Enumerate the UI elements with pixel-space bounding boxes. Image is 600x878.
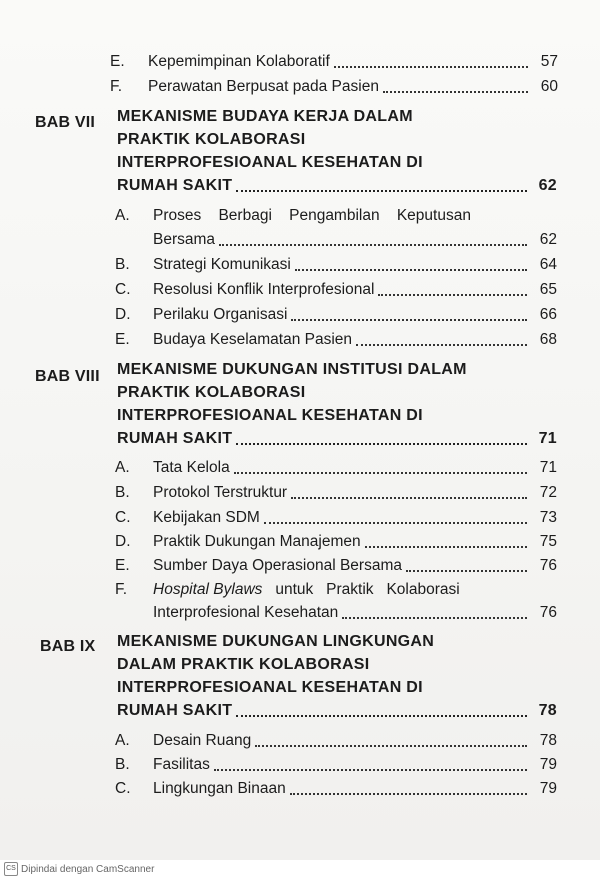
toc-entry-text: Praktik Dukungan Manajemen — [153, 533, 361, 550]
toc-entry: E. Sumber Daya Operasional Bersama 76 — [115, 557, 557, 574]
toc-entry: B. Fasilitas 79 — [115, 756, 557, 773]
page-number: 75 — [539, 533, 557, 550]
toc-entry-continuation — [153, 603, 557, 623]
toc-entry-text: Budaya Keselamatan Pasien — [153, 331, 353, 348]
dot-leader — [255, 745, 527, 747]
camscanner-icon: CS — [4, 862, 18, 876]
page-number: 60 — [540, 78, 558, 95]
toc-entry-text: Tata Kelola — [153, 459, 230, 476]
chapter-label: BAB VIII — [35, 368, 100, 385]
toc-entry-continuation — [153, 230, 557, 250]
toc-entry: A. Tata Kelola 71 — [115, 459, 557, 476]
dot-leader — [291, 319, 527, 321]
toc-entry: E. Budaya Keselamatan Pasien 68 — [115, 331, 557, 348]
toc-entry-text: Desain Ruang — [153, 732, 252, 749]
toc-entry-text: Sumber Daya Operasional Bersama — [153, 557, 402, 574]
toc-entry-text: Lingkungan Binaan — [153, 780, 286, 797]
toc-entry-text: Perilaku Organisasi — [153, 306, 288, 323]
toc-entry-text: Strategi Komunikasi — [153, 256, 291, 273]
dot-leader — [342, 617, 527, 619]
toc-entry-text-italic: Hospital Bylaws — [153, 581, 263, 598]
page-number: 73 — [539, 509, 557, 526]
page-number: 57 — [540, 53, 558, 70]
dot-leader — [236, 190, 527, 192]
dot-leader — [264, 522, 527, 524]
chapter-label: BAB IX — [40, 638, 96, 655]
page-number: 76 — [539, 604, 557, 621]
page-number: 64 — [539, 256, 557, 273]
page-number: 78 — [539, 732, 557, 749]
toc-entry-text: Protokol Terstruktur — [153, 484, 288, 501]
page-number: 62 — [538, 177, 557, 194]
dot-leader — [356, 344, 527, 346]
chapter-title: MEKANISME DUKUNGAN INSTITUSI DALAM PRAKTIK KOLABORASI INTERPROFESIOANAL KESEHATAN DI RUMAH SAKIT 71 — [117, 358, 557, 450]
dot-leader — [219, 244, 527, 246]
toc-entry-text: Interprofesional Kesehatan — [153, 604, 339, 621]
page-number: 78 — [538, 702, 557, 719]
toc-entry: E. Kepemimpinan Kolaboratif 57 — [110, 53, 558, 70]
dot-leader — [236, 443, 527, 445]
scanner-footer — [0, 860, 600, 878]
dot-leader — [214, 769, 527, 771]
toc-entry: B. Protokol Terstruktur 72 — [115, 484, 557, 501]
dot-leader — [290, 793, 527, 795]
dot-leader — [378, 294, 527, 296]
page-number: 68 — [539, 331, 557, 348]
toc-entry-text: Fasilitas — [153, 756, 210, 773]
page-number: 71 — [538, 430, 557, 447]
dot-leader — [236, 715, 527, 717]
toc-entry: C. Lingkungan Binaan 79 — [115, 780, 557, 797]
page-number: 79 — [539, 756, 557, 773]
dot-leader — [383, 91, 528, 93]
dot-leader — [334, 66, 528, 68]
scanner-watermark-text: Dipindai dengan CamScanner — [21, 863, 155, 875]
toc-entry: F. Hospital Bylaws untuk Praktik Kolaborasi — [115, 581, 460, 598]
dot-leader — [291, 497, 527, 499]
page-number: 79 — [539, 780, 557, 797]
page-number: 66 — [539, 306, 557, 323]
page-number: 62 — [539, 231, 557, 248]
toc-entry: F. Perawatan Berpusat pada Pasien 60 — [110, 78, 558, 95]
toc-entry: C. Resolusi Konflik Interprofesional 65 — [115, 281, 557, 298]
dot-leader — [295, 269, 527, 271]
toc-entry-text: Kebijakan SDM — [153, 509, 260, 526]
toc-entry: A. Desain Ruang 78 — [115, 732, 557, 749]
page-number: 76 — [539, 557, 557, 574]
page-number: 72 — [539, 484, 557, 501]
chapter-title: MEKANISME BUDAYA KERJA DALAM PRAKTIK KOLABORASI INTERPROFESIOANAL KESEHATAN DI RUMAH SAKIT 62 — [117, 105, 557, 197]
toc-entry-text: Resolusi Konflik Interprofesional — [153, 281, 375, 298]
dot-leader — [406, 570, 527, 572]
chapter-label: BAB VII — [35, 114, 96, 131]
toc-entry: D. Perilaku Organisasi 66 — [115, 306, 557, 323]
page-number: 71 — [539, 459, 557, 476]
toc-entry: C. Kebijakan SDM 73 — [115, 509, 557, 526]
toc-entry-text: Proses Berbagi Pengambilan Keputusan — [153, 207, 471, 224]
toc-entry-text: untuk Praktik Kolaborasi — [262, 581, 460, 598]
toc-entry-text: Bersama — [153, 231, 216, 248]
toc-entry: A. Proses Berbagi Pengambilan Keputusan — [115, 207, 471, 224]
dot-leader — [365, 546, 527, 548]
toc-entry-text: Perawatan Berpusat pada Pasien — [148, 78, 379, 95]
toc-entry: B. Strategi Komunikasi 64 — [115, 256, 557, 273]
page-number: 65 — [539, 281, 557, 298]
dot-leader — [234, 472, 527, 474]
toc-entry-text: Kepemimpinan Kolaboratif — [148, 53, 330, 70]
toc-entry: D. Praktik Dukungan Manajemen 75 — [115, 533, 557, 550]
chapter-title: MEKANISME DUKUNGAN LINGKUNGAN DALAM PRAKTIK KOLABORASI INTERPROFESIOANAL KESEHATAN DI RUMAH SAKIT 78 — [117, 630, 557, 722]
